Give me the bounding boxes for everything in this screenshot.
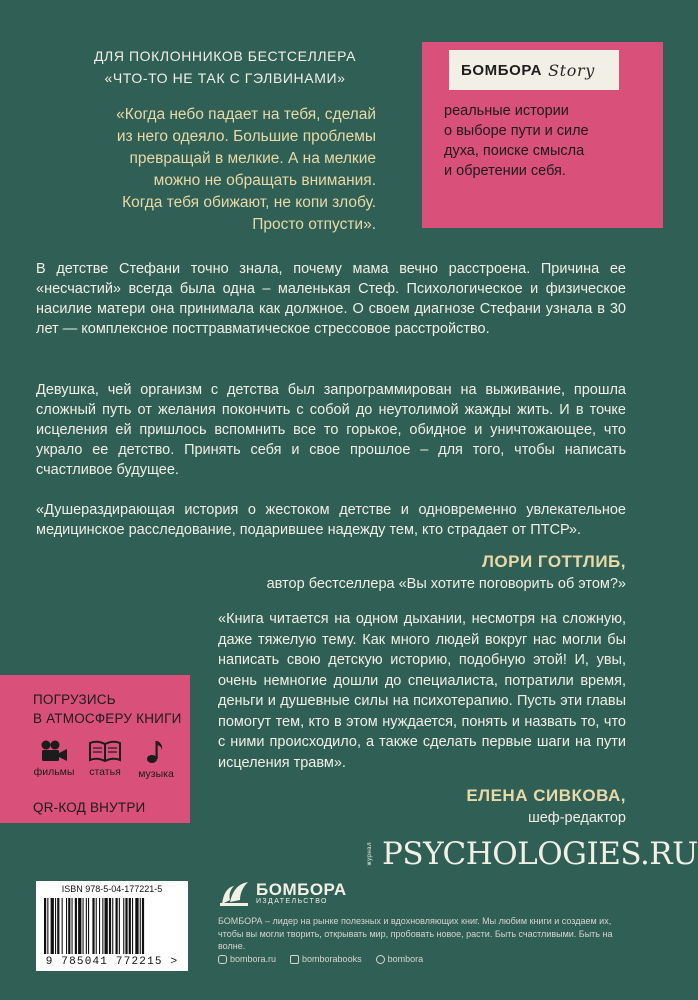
telegram-icon bbox=[376, 955, 385, 964]
social-label: bombora.ru bbox=[230, 954, 277, 964]
isbn-text: ISBN 978-5-04-177221-5 bbox=[61, 884, 163, 894]
review2-author: ЕЛЕНА СИВКОВА, bbox=[466, 786, 626, 805]
psychologies-small-label: журнал bbox=[367, 842, 373, 866]
epigraph bbox=[40, 104, 376, 236]
qr-item-article bbox=[81, 740, 129, 780]
publisher-sub: ИЗДАТЕЛЬСТВО bbox=[256, 898, 328, 905]
review1-role: автор бестселлера «Вы хотите поговорить об этом?» bbox=[266, 576, 626, 592]
epigraph-line: Когда тебя обижают, не копи злобу. bbox=[122, 194, 376, 211]
social-instagram[interactable] bbox=[218, 954, 276, 964]
publisher-description: БОМБОРА – лидер на рынке полезных и вдохновляющих книг. Мы любим книги и создаем их, чтобы вы могли творить, открывать мир, пробовать новое, расти. Быть счастливыми. Быть на волне. bbox=[218, 916, 613, 951]
qr-code-label: QR-КОД ВНУТРИ bbox=[33, 800, 146, 815]
publisher-socials bbox=[218, 954, 423, 964]
qr-item-label: статья bbox=[89, 766, 121, 778]
brand-desc-line: о выборе пути и силе bbox=[444, 123, 589, 139]
qr-item-films bbox=[30, 740, 78, 780]
brand-description bbox=[444, 101, 649, 181]
epigraph-line: можно не обращать внимания. bbox=[153, 172, 376, 189]
instagram-icon bbox=[218, 955, 227, 964]
annotation-paragraph-1: В детстве Стефани точно знала, почему мама вечно расстроена. Причина ее «несчастий» всегда была одна – маленькая Стеф. Психологическое и физическое насилие матери она принимала как должное. О своем диагнозе Стефани узнала в 30 лет — комплексное посттравматическое стрессовое расстройство. bbox=[36, 261, 626, 337]
social-label: bomborabooks bbox=[302, 954, 362, 964]
social-label: bombora bbox=[387, 954, 424, 964]
qr-title-line1: ПОГРУЗИСЬ bbox=[33, 692, 116, 707]
barcode-icon bbox=[44, 898, 180, 956]
qr-item-label: музыка bbox=[138, 768, 174, 780]
review1-author: ЛОРИ ГОТТЛИБ, bbox=[481, 552, 626, 571]
film-camera-icon bbox=[39, 740, 69, 762]
barcode-digits: 9 785041 772215 > bbox=[45, 956, 179, 968]
qr-title bbox=[33, 690, 183, 728]
brand-desc-line: духа, поиске смысла bbox=[444, 143, 585, 159]
epigraph-line: превращай в мелкие. А на мелкие bbox=[129, 150, 376, 167]
music-note-icon bbox=[146, 740, 166, 764]
brand-desc-line: и обретении себя. bbox=[444, 163, 566, 179]
epigraph-line: Просто отпусти». bbox=[252, 216, 376, 233]
review-quote-1: «Душераздирающая история о жестоком детстве и одновременно увлекательное медицинское расследование, подарившее надежду тем, кто страдает от ПТСР». bbox=[36, 502, 626, 538]
psychologies-logo: PSYCHOLOGIES.RU bbox=[382, 836, 698, 872]
qr-item-label: фильмы bbox=[33, 766, 75, 778]
review2-role: шеф-редактор bbox=[528, 810, 626, 826]
publisher-logo bbox=[218, 878, 347, 908]
brand-series: Story bbox=[548, 60, 595, 80]
publisher-name: БОМБОРА bbox=[256, 880, 347, 899]
qr-title-line2: В АТМОСФЕРУ КНИГИ bbox=[33, 711, 182, 726]
qr-item-music bbox=[132, 740, 180, 780]
annotation-paragraph-2: Девушка, чей организм с детства был запрограммирован на выживание, прошла сложный путь от желания покончить с собой до неутолимой жажды жить. И в точке исцеления ей пришлось вспомнить все то горькое, обидное и уничтожающее, что украло ее детство. Принять себя и свое прошлое – для того, чтобы написать счастливое будущее. bbox=[36, 382, 626, 478]
social-telegram[interactable] bbox=[376, 954, 424, 964]
vk-icon bbox=[290, 955, 299, 964]
review-quote-2: «Книга читается на одном дыхании, несмотря на сложную, даже тяжелую тему. Как много людей вокруг нас могли бы написать свою детскую историю, подобную этой! И, увы, очень немногие дошли до специалиста, потратили время, деньги и душевные силы на психотерапию. Пусть эти главы помогут тем, кто в этом нуждается, понять и назвать то, что с ними происходило, а также сделать первые шаги на пути исцеления травм». bbox=[218, 611, 626, 771]
promo-line2: «ЧТО-ТО НЕ ТАК С ГЭЛВИНАМИ» bbox=[104, 70, 346, 86]
qr-icons bbox=[30, 740, 180, 780]
brand-desc-line: реальные истории bbox=[444, 103, 569, 119]
brand-name: БОМБОРА bbox=[461, 61, 543, 79]
epigraph-line: из него одеяло. Большие проблемы bbox=[116, 128, 376, 145]
brand-series-logo bbox=[449, 50, 619, 90]
promo-line1: ДЛЯ ПОКЛОННИКОВ БЕСТСЕЛЛЕРА bbox=[93, 48, 357, 64]
promo-heading bbox=[60, 45, 390, 89]
epigraph-line: «Когда небо падает на тебя, сделай bbox=[116, 106, 376, 123]
social-vk[interactable] bbox=[290, 954, 362, 964]
open-book-icon bbox=[88, 740, 122, 762]
bombora-logo-icon bbox=[218, 878, 252, 908]
